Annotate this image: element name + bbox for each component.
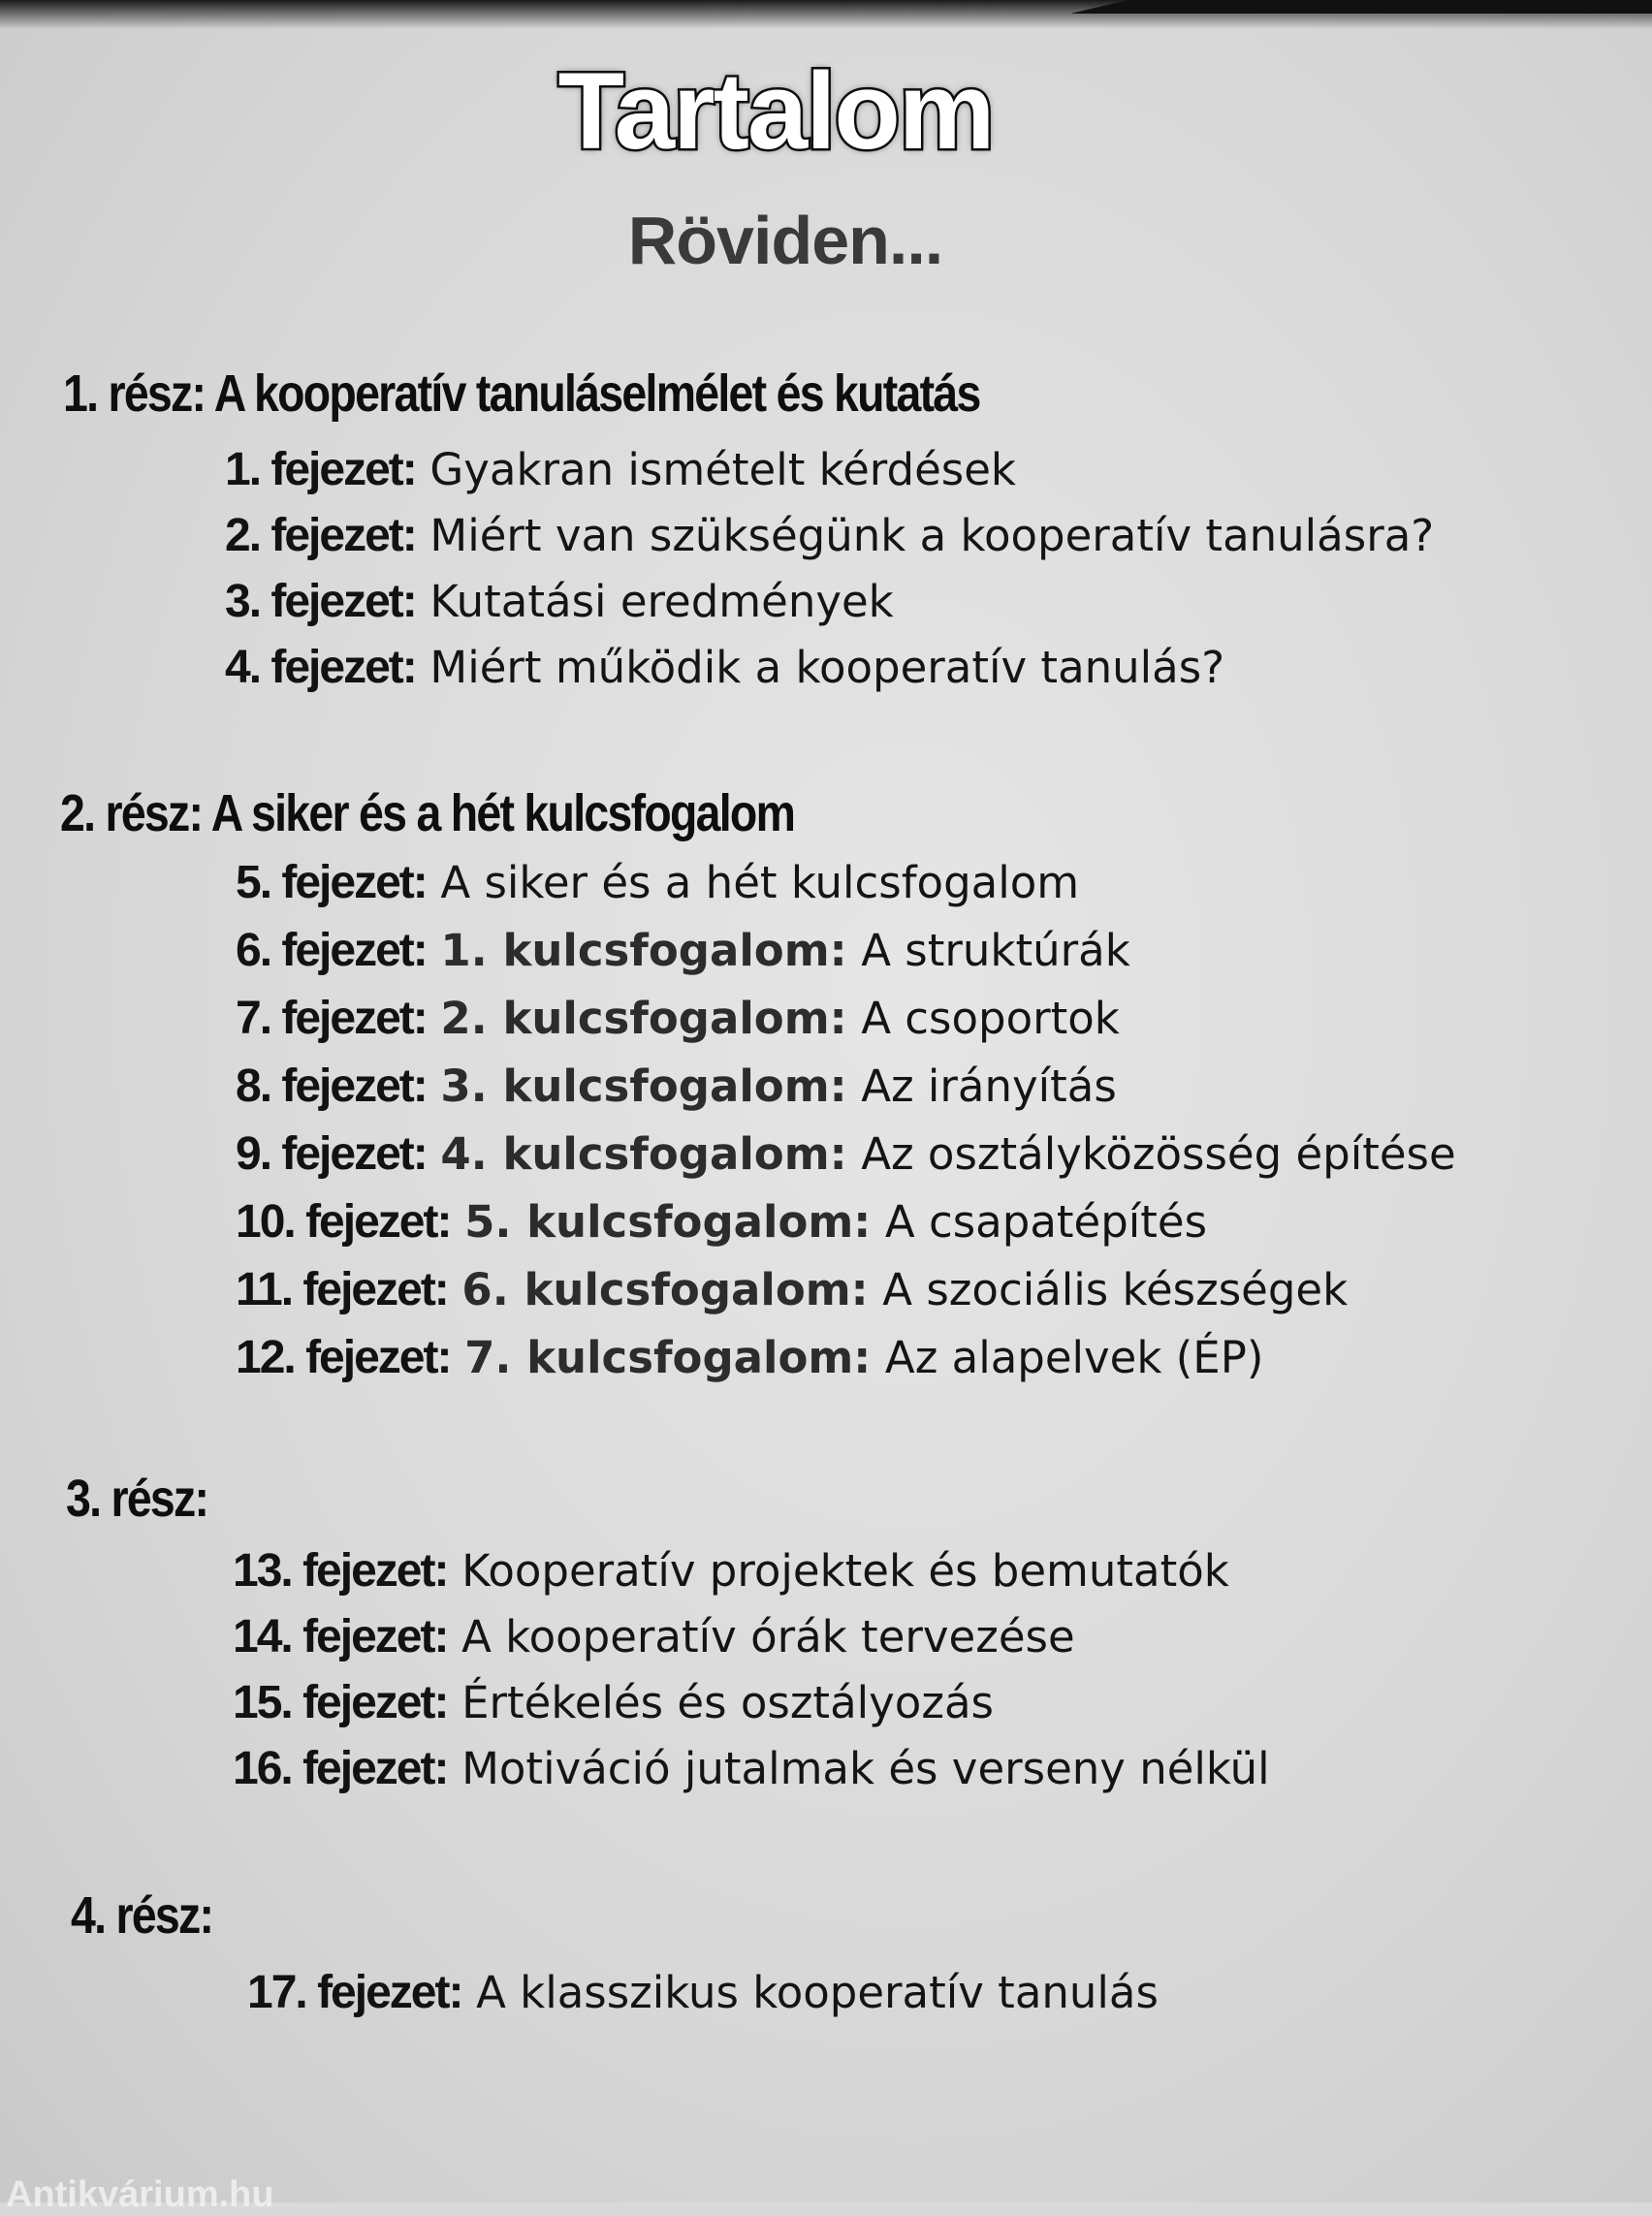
chapter-title: Motiváció jutalmak és verseny nélkül: [461, 1743, 1270, 1794]
chapter-label: 13. fejezet:: [233, 1545, 448, 1597]
key-concept-label: 5. kulcsfogalom:: [464, 1196, 872, 1248]
chapter-title: Gyakran ismételt kérdések: [429, 444, 1016, 495]
part-heading: 2. rész: A siker és a hét kulcsfogalom: [60, 784, 795, 842]
page-subtitle: Röviden...: [627, 203, 943, 278]
chapter-label: 3. fejezet:: [225, 576, 416, 627]
chapter-title: Az alapelvek (ÉP): [884, 1332, 1264, 1383]
watermark: Antikvárium.hu: [6, 2174, 274, 2215]
chapter-entry: [225, 440, 1016, 499]
corner-graphic: [1070, 0, 1652, 14]
chapter-label: 14. fejezet:: [233, 1611, 448, 1662]
chapter-title: Értékelés és osztályozás: [461, 1677, 994, 1728]
chapter-label: 4. fejezet:: [225, 642, 416, 693]
chapter-label: 12. fejezet:: [236, 1332, 451, 1383]
chapter-label: 7. fejezet:: [236, 993, 427, 1044]
chapter-label: 6. fejezet:: [236, 925, 427, 976]
chapter-title: Miért működik a kooperatív tanulás?: [429, 642, 1225, 693]
chapter-label: 8. fejezet:: [236, 1061, 427, 1112]
chapter-label: 2. fejezet:: [225, 510, 416, 561]
chapter-title: Az osztályközösség építése: [861, 1128, 1456, 1180]
key-concept-label: 4. kulcsfogalom:: [440, 1128, 847, 1180]
page-title: Tartalom: [557, 50, 994, 172]
part-heading: 4. rész:: [71, 1886, 213, 1945]
chapter-title: A struktúrák: [861, 925, 1130, 976]
chapter-entry: [236, 1328, 1263, 1387]
chapter-entry: [236, 1260, 1348, 1319]
chapter-label: 9. fejezet:: [236, 1128, 427, 1180]
chapter-title: A klasszikus kooperatív tanulás: [476, 1967, 1159, 2018]
chapter-entry: [236, 1192, 1207, 1251]
key-concept-label: 1. kulcsfogalom:: [440, 925, 847, 976]
chapter-label: 5. fejezet:: [236, 857, 427, 908]
chapter-entry: [247, 1963, 1159, 2022]
chapter-title: Kutatási eredmények: [429, 576, 894, 627]
chapter-title: A kooperatív órák tervezése: [461, 1611, 1075, 1662]
key-concept-label: 2. kulcsfogalom:: [440, 993, 847, 1044]
chapter-entry: [236, 1057, 1117, 1116]
chapter-entry: [236, 853, 1079, 912]
chapter-label: 17. fejezet:: [247, 1967, 462, 2018]
chapter-entry: [236, 989, 1120, 1048]
chapter-title: Kooperatív projektek és bemutatók: [461, 1545, 1229, 1597]
chapter-title: A csapatépítés: [884, 1196, 1208, 1248]
chapter-entry: [236, 921, 1130, 980]
chapter-entry: [233, 1673, 994, 1732]
chapter-entry: [225, 638, 1224, 697]
chapter-title: A csoportok: [861, 993, 1120, 1044]
chapter-entry: [225, 506, 1434, 565]
chapter-title: A szociális készségek: [882, 1264, 1349, 1315]
chapter-entry: [233, 1541, 1229, 1600]
chapter-entry: [233, 1739, 1270, 1798]
chapter-entry: [233, 1607, 1075, 1666]
chapter-label: 15. fejezet:: [233, 1677, 448, 1728]
chapter-title: A siker és a hét kulcsfogalom: [440, 857, 1080, 908]
key-concept-label: 3. kulcsfogalom:: [440, 1061, 847, 1112]
key-concept-label: 6. kulcsfogalom:: [461, 1264, 869, 1315]
chapter-label: 11. fejezet:: [236, 1264, 448, 1315]
chapter-title: Az irányítás: [861, 1061, 1117, 1112]
chapter-label: 16. fejezet:: [233, 1743, 448, 1794]
chapter-label: 10. fejezet:: [236, 1196, 451, 1248]
chapter-title: Miért van szükségünk a kooperatív tanulásra?: [429, 510, 1435, 561]
chapter-entry: [225, 572, 894, 631]
key-concept-label: 7. kulcsfogalom:: [464, 1332, 872, 1383]
part-heading: 3. rész:: [66, 1470, 208, 1528]
chapter-entry: [236, 1124, 1456, 1184]
chapter-label: 1. fejezet:: [225, 444, 416, 495]
part-heading: 1. rész: A kooperatív tanuláselmélet és kutatás: [63, 364, 980, 423]
